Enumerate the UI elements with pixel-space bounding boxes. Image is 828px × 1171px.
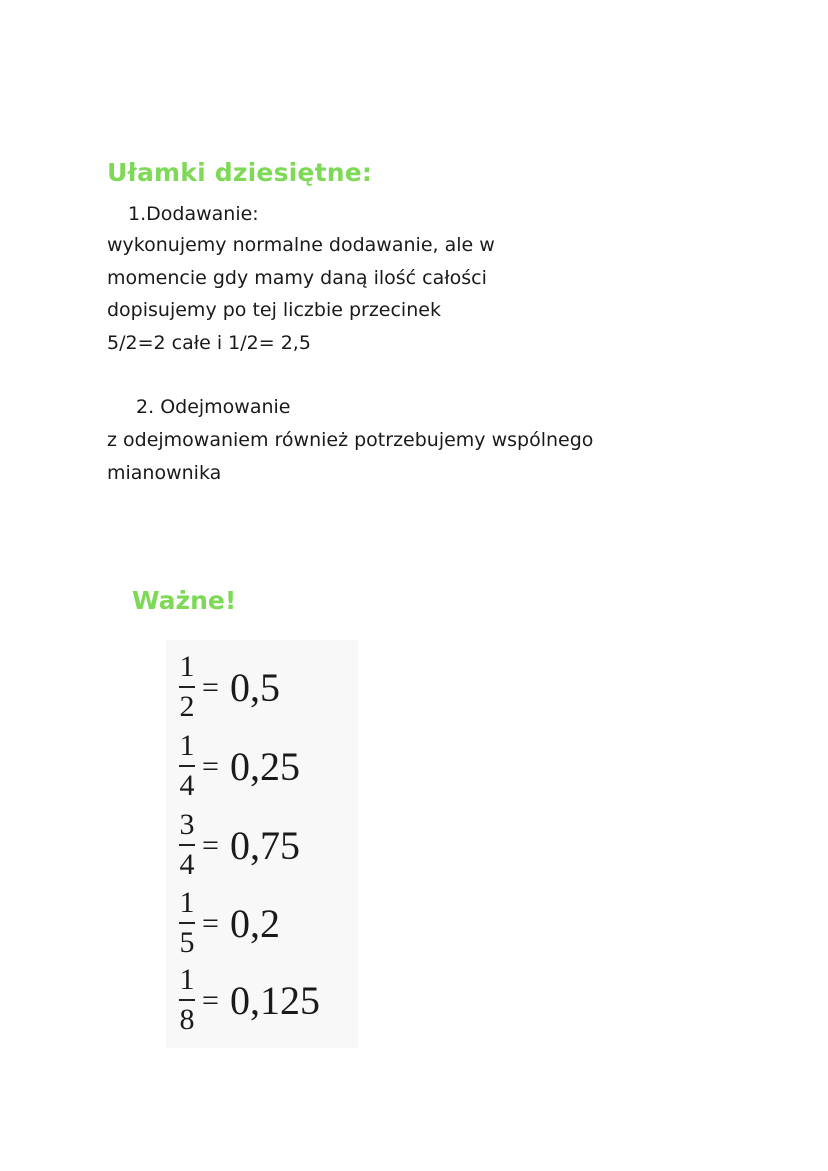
subtraction-paragraph [107, 424, 593, 489]
fraction-bar [179, 922, 195, 924]
numerator: 1 [179, 729, 195, 762]
fraction [174, 652, 200, 722]
denominator: 4 [179, 848, 195, 881]
paragraph-line: wykonujemy normalne dodawanie, ale w [107, 234, 495, 256]
list-item-addition [128, 203, 259, 225]
fraction-bar [179, 765, 195, 767]
paragraph-line: dopisujemy po tej liczbie przecinek [107, 299, 441, 321]
fraction [174, 965, 200, 1035]
list-item-subtraction [136, 396, 291, 418]
section-heading-addition: Dodawanie: [146, 203, 259, 225]
page-title: Ułamki dziesiętne: [107, 158, 373, 187]
fraction-row [172, 810, 358, 886]
numerator: 3 [179, 808, 195, 841]
paragraph-line: z odejmowaniem również potrzebujemy wspólnego [107, 429, 594, 451]
equals-sign: = [202, 984, 219, 1017]
fraction [174, 810, 200, 880]
fraction-row [172, 965, 358, 1041]
decimal-value: 0,25 [230, 744, 300, 789]
equals-sign: = [202, 750, 219, 783]
list-number: 2. [136, 396, 155, 418]
paragraph-line: mianownika [107, 461, 222, 484]
decimal-value: 0,2 [230, 901, 280, 946]
numerator: 1 [179, 650, 195, 683]
important-heading: Ważne! [132, 586, 237, 615]
fraction [174, 888, 200, 958]
fraction-bar [179, 844, 195, 846]
equals-sign: = [202, 907, 219, 940]
decimal-value: 0,75 [230, 823, 300, 868]
paragraph-line: 5/2=2 całe i 1/2= 2,5 [107, 331, 311, 354]
fraction-row [172, 888, 358, 964]
decimal-value: 0,125 [230, 978, 320, 1023]
equals-sign: = [202, 671, 219, 704]
paragraph-line: momencie gdy mamy daną ilość całości [107, 266, 487, 289]
denominator: 4 [179, 769, 195, 802]
addition-paragraph [107, 229, 495, 359]
fraction [174, 731, 200, 801]
fraction-row [172, 731, 358, 807]
fraction-bar [179, 686, 195, 688]
denominator: 5 [179, 926, 195, 959]
fraction-equivalents-image [166, 640, 358, 1048]
denominator: 8 [179, 1003, 195, 1036]
fraction-bar [179, 999, 195, 1001]
numerator: 1 [179, 963, 195, 996]
denominator: 2 [179, 690, 195, 723]
list-number: 1. [128, 203, 147, 225]
numerator: 1 [179, 886, 195, 919]
decimal-value: 0,5 [230, 665, 280, 710]
section-heading-subtraction: Odejmowanie [160, 396, 291, 418]
equals-sign: = [202, 829, 219, 862]
fraction-row [172, 652, 358, 728]
